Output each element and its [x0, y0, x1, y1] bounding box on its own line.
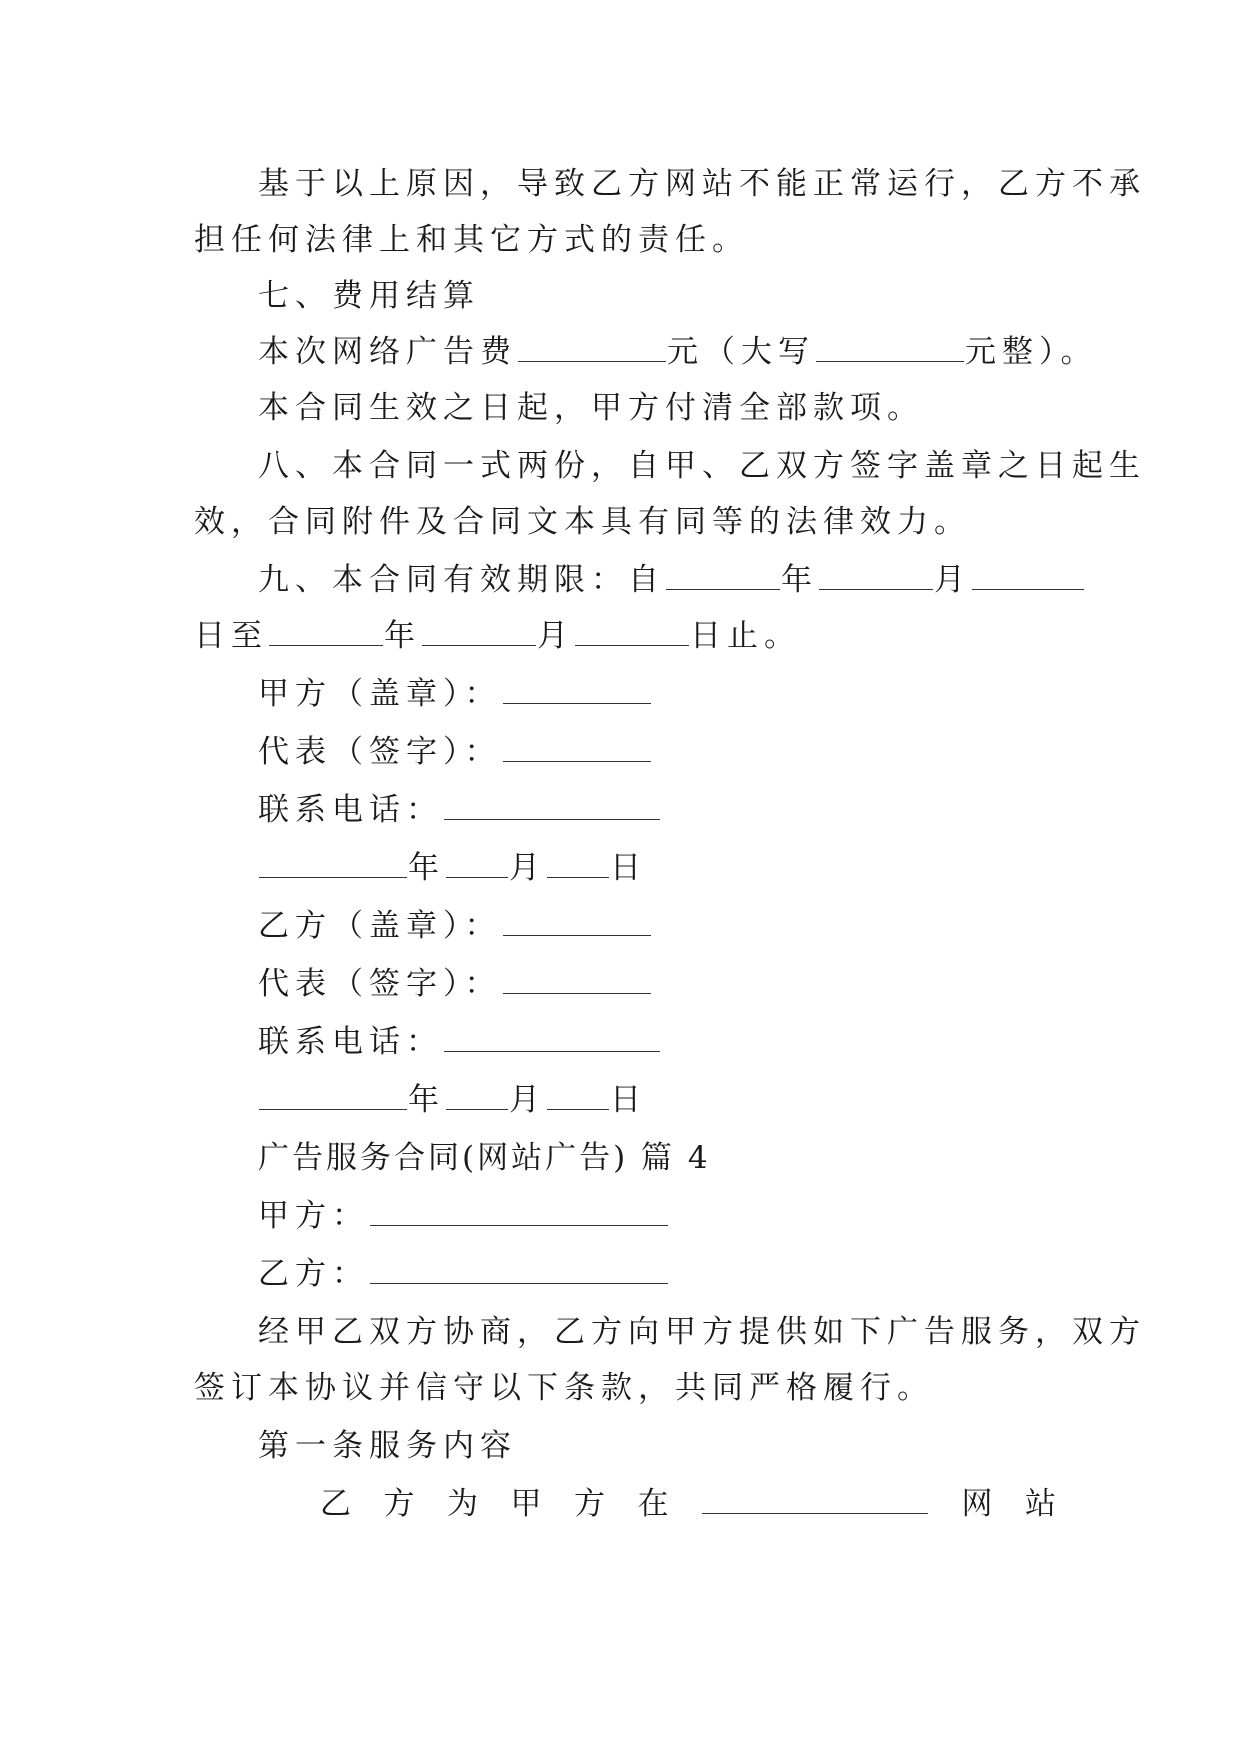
fill-in-blank [370, 1199, 668, 1226]
fill-in-blank [503, 677, 651, 704]
fill-in-blank [503, 735, 651, 762]
paragraph-line [194, 1368, 1056, 1408]
fill-in-blank [702, 1487, 928, 1514]
paragraph-line [258, 332, 1120, 372]
text: 七、费用结算 [258, 278, 480, 314]
justified-line [320, 1484, 1056, 1524]
fill-in-blank [819, 563, 933, 590]
text: 八、本合同一式两份，自甲、乙双方签字盖章之日起生 [258, 448, 1146, 484]
signature-field [258, 906, 1120, 946]
text: 网 [961, 1486, 993, 1522]
label: 代表（签字）： [258, 734, 502, 770]
text: 日至 [194, 618, 268, 654]
fill-in-blank [503, 967, 651, 994]
paragraph-line [258, 560, 1120, 600]
phone-field [258, 790, 1120, 830]
label: 甲方（盖章）： [258, 676, 502, 712]
text: 甲 [510, 1486, 542, 1522]
paragraph-line [258, 164, 1146, 204]
label: 代表（签字）： [258, 966, 502, 1002]
fill-in-blank [444, 793, 660, 820]
fill-in-blank [444, 1025, 660, 1052]
fill-in-blank [446, 851, 508, 878]
text: 签订本协议并信守以下条款，共同严格履行。 [194, 1370, 934, 1406]
text: 经甲乙双方协商，乙方向甲方提供如下广告服务，双方 [258, 1314, 1146, 1350]
phone-field [258, 1022, 1120, 1062]
label: 联系电话： [258, 792, 443, 828]
label: 甲方： [258, 1198, 369, 1234]
text: 月 [537, 618, 574, 654]
label: 乙方（盖章）： [258, 908, 502, 944]
fill-in-blank [269, 619, 383, 646]
section-title [258, 1138, 1120, 1178]
section-heading [258, 1426, 1120, 1466]
label: 联系电话： [258, 1024, 443, 1060]
signature-field [258, 732, 1120, 772]
text: 元整）。 [965, 334, 1098, 370]
date-field [258, 848, 1120, 888]
text: 日止。 [690, 618, 801, 654]
fill-in-blank [547, 851, 609, 878]
text: 月 [509, 1082, 546, 1118]
fill-in-blank [259, 1083, 407, 1110]
text: 年 [408, 850, 445, 886]
party-field [258, 1196, 1120, 1236]
fill-in-blank [503, 909, 651, 936]
text: 日 [610, 1082, 647, 1118]
signature-field [258, 964, 1120, 1004]
text: 本次网络广告费 [258, 334, 517, 370]
text: 站 [1025, 1486, 1056, 1522]
text: 年 [408, 1082, 445, 1118]
text: 效，合同附件及合同文本具有同等的法律效力。 [194, 504, 971, 540]
text: 广告服务合同(网站广告) 篇 4 [258, 1140, 711, 1176]
fill-in-blank [422, 619, 536, 646]
text: 基于以上原因，导致乙方网站不能正常运行，乙方不承 [258, 166, 1146, 202]
text: 方 [574, 1486, 605, 1522]
text: 元（大写 [667, 334, 815, 370]
paragraph-line [258, 388, 1120, 428]
fill-in-blank [972, 563, 1084, 590]
text: 在 [637, 1486, 669, 1522]
text: 本合同生效之日起，甲方付清全部款项。 [258, 390, 924, 426]
fill-in-blank [666, 563, 780, 590]
text: 第一条服务内容 [258, 1428, 517, 1464]
text: 月 [509, 850, 546, 886]
text: 年 [384, 618, 421, 654]
text: 乙 [320, 1486, 351, 1522]
fill-in-blank [575, 619, 689, 646]
text: 月 [934, 562, 971, 598]
paragraph-line [258, 1312, 1146, 1352]
fill-in-blank [547, 1083, 609, 1110]
text: 方 [383, 1486, 415, 1522]
section-heading [258, 276, 1120, 316]
label: 乙方： [258, 1256, 369, 1292]
paragraph-line [194, 220, 1056, 260]
paragraph-line [258, 446, 1146, 486]
paragraph-line [194, 502, 1056, 542]
party-field [258, 1254, 1120, 1294]
text: 九、本合同有效期限：自 [258, 562, 665, 598]
text: 担任何法律上和其它方式的责任。 [194, 222, 749, 258]
paragraph-line [194, 616, 1056, 656]
text: 年 [781, 562, 818, 598]
fill-in-blank [518, 335, 666, 362]
fill-in-blank [259, 851, 407, 878]
signature-field [258, 674, 1120, 714]
fill-in-blank [816, 335, 964, 362]
text: 日 [610, 850, 647, 886]
text: 为 [447, 1486, 478, 1522]
date-field [258, 1080, 1120, 1120]
fill-in-blank [446, 1083, 508, 1110]
fill-in-blank [370, 1257, 668, 1284]
